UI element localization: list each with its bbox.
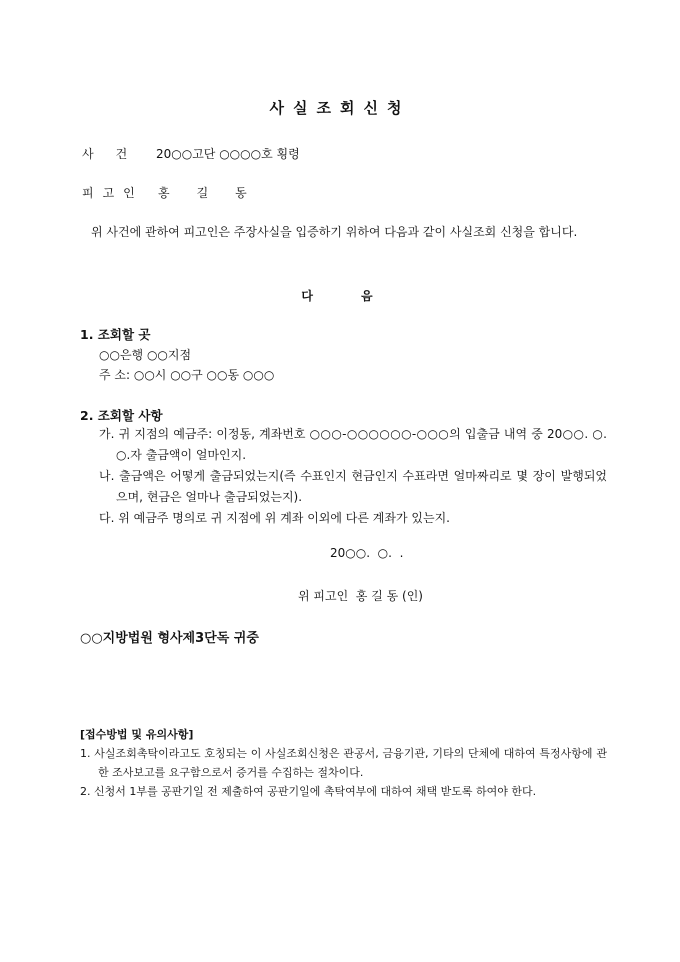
case-value: 20○○고단 ○○○○호 횡령 [156,147,300,161]
inquiry-target-address: 주 소: ○○시 ○○구 ○○동 ○○○ [99,368,275,382]
inquiry-item-b-text: 나. 출금액은 어떻게 출금되었는지(즉 수표인지 현금인지 수표라면 얼마짜리로 몇 장이 발행되었으며, 현금은 얼마나 출금되었는지). [99,469,607,504]
notice-item-2 [80,782,607,801]
defendant-name: 홍길동 [158,186,274,200]
section2-title: 2. 조회할 사항 [80,408,163,423]
notice-item-1 [80,744,607,782]
case-label: 사건 [82,147,150,161]
notice-item-2-text: 2. 신청서 1부를 공판기일 전 제출하여 공판기일에 촉탁여부에 대하여 채택 받도록 하여야 한다. [80,785,537,798]
notice-item-1-text: 1. 사실조회촉탁이라고도 호칭되는 이 사실조회신청은 관공서, 금융기관, 기타의 단체에 대하여 특정사항에 관한 조사보고를 요구함으로서 증거를 수집하는 절차이다. [80,747,607,779]
inquiry-item-a-text: 가. 귀 지점의 예금주: 이정동, 계좌번호 ○○○-○○○○○○-○○○의 입출금 내역 중 20○○. ○. ○.자 출금액이 얼마인지. [99,427,607,462]
filing-date: 20○○. ○. . [330,546,404,560]
notice-title: [접수방법 및 유의사항] [80,728,194,741]
signature-line: 위 피고인 홍 길 동 (인) [298,589,423,603]
inquiry-item-a [99,424,607,466]
inquiry-item-b [99,466,607,508]
inquiry-item-c [99,508,607,529]
intro-paragraph: 위 사건에 관하여 피고인은 주장사실을 입증하기 위하여 다음과 같이 사실조회 신청을 합니다. [91,225,578,239]
section-heading: 다음 [301,289,421,303]
inquiry-item-c-text: 다. 위 예금주 명의로 귀 지점에 위 계좌 이외에 다른 계좌가 있는지. [99,511,450,525]
section1-title: 1. 조회할 곳 [80,327,151,342]
defendant-label: 피고인 [82,186,144,200]
inquiry-target-name: ○○은행 ○○지점 [99,348,192,362]
document-title: 사실조회신청 [269,99,411,117]
court-addressee: ○○지방법원 형사제3단독 귀중 [80,631,259,646]
